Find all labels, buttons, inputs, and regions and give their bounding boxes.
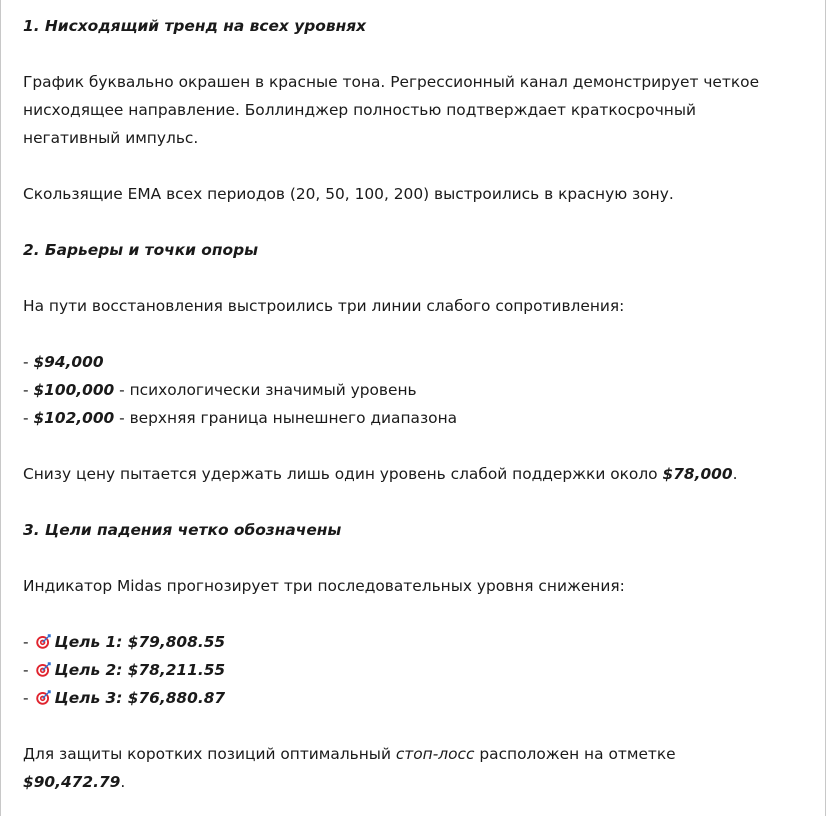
stop-loss-text: Для защиты коротких позиций оптимальный [23,745,396,763]
support-text: Снизу цену пытается удержать лишь один уровень слабой поддержки около [23,465,663,483]
list-dash: - [23,633,34,651]
direct-hit-target-icon [35,661,52,678]
resistance-level-item [23,348,813,376]
section-1-paragraph [23,68,813,152]
direct-hit-target-icon [35,633,52,650]
stop-loss-term: стоп-лосс [395,745,475,763]
resistance-note: - психологически значимый уровень [114,381,417,399]
targets-intro: Индикатор Midas прогнозирует три последовательных уровня снижения: [23,577,625,595]
resistance-level-item [23,376,813,404]
paragraph-line: нисходящее направление. Боллинджер полностью подтверждает краткосрочный [23,101,697,119]
target-label: Цель 2: $78,211.55 [54,661,226,679]
resistance-value: $100,000 [33,381,115,399]
paragraph-line: негативный импульс. [23,129,199,147]
list-dash: - [23,689,34,707]
support-value: $78,000 [662,465,733,483]
support-paragraph [23,460,813,488]
resistance-level-item [23,404,813,432]
target-label: Цель 1: $79,808.55 [54,633,226,651]
list-dash: - [23,409,34,427]
stop-loss-period: . [120,773,126,791]
list-dash: - [23,661,34,679]
stop-loss-value: $90,472.79 [23,773,121,791]
list-dash: - [23,353,34,371]
support-period: . [732,465,738,483]
target-label: Цель 3: $76,880.87 [54,689,226,707]
list-dash: - [23,381,34,399]
message-body [23,12,813,796]
resistance-note: - верхняя граница нынешнего диапазона [114,409,458,427]
ema-paragraph: Скользящие EMA всех периодов (20, 50, 100, 200) выстроились в красную зону. [23,185,674,203]
stop-loss-paragraph [23,740,813,796]
target-item [23,684,813,712]
target-item [23,656,813,684]
section-1-heading: 1. Нисходящий тренд на всех уровнях [23,17,367,35]
paragraph-line: График буквально окрашен в красные тона. Регрессионный канал демонстрирует четкое [23,73,760,91]
resistance-value: $102,000 [33,409,115,427]
direct-hit-target-icon [35,689,52,706]
target-item [23,628,813,656]
stop-loss-text: расположен на отметке [474,745,676,763]
section-3-heading: 3. Цели падения четко обозначены [23,521,342,539]
resistance-value: $94,000 [33,353,104,371]
section-2-heading: 2. Барьеры и точки опоры [23,241,259,259]
resistance-intro: На пути восстановления выстроились три линии слабого сопротивления: [23,297,625,315]
